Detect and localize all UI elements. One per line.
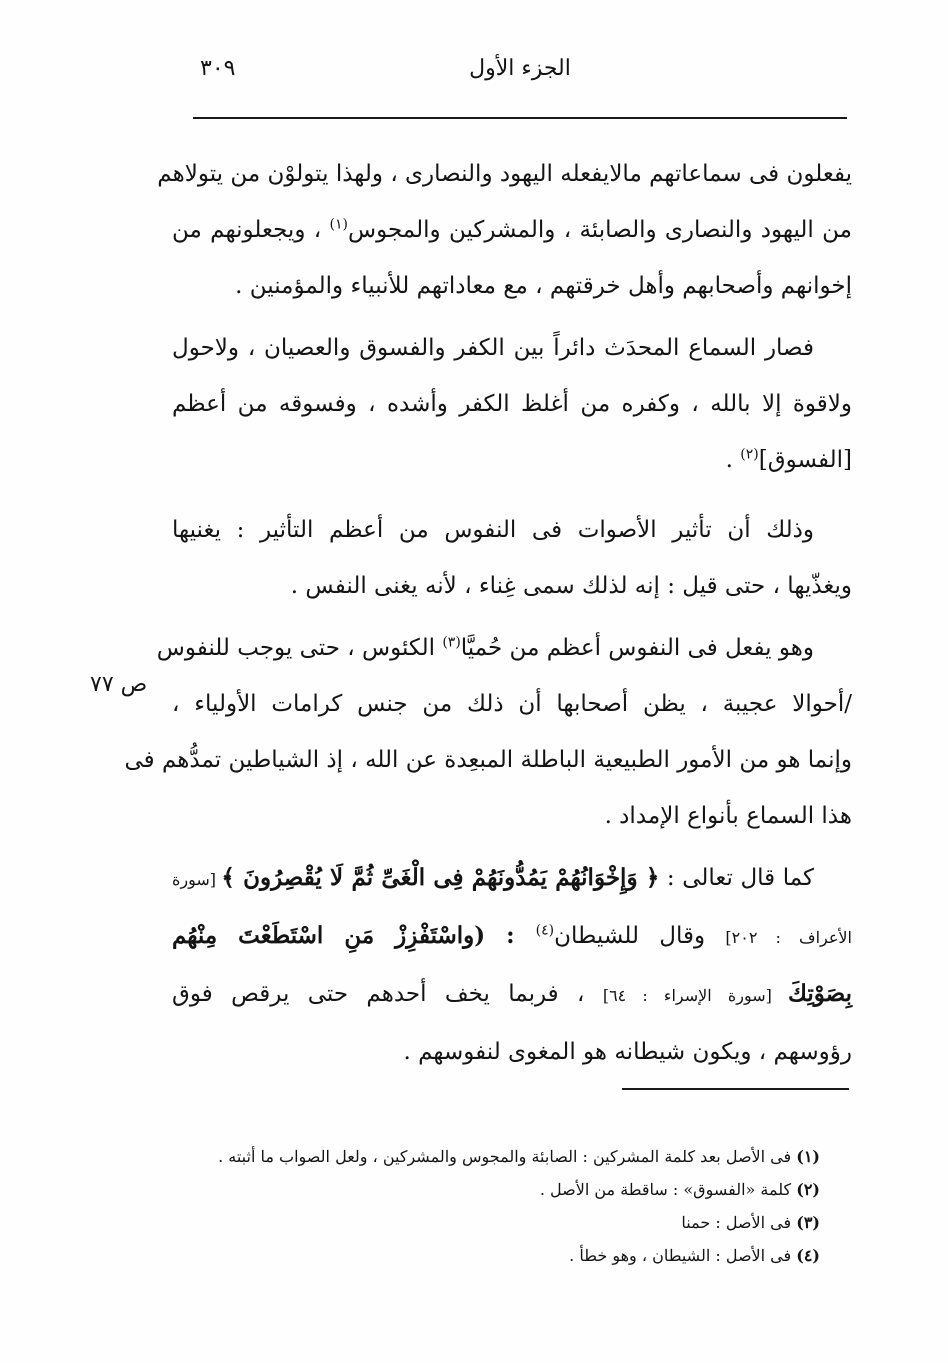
footnote-text: كلمة «الفسوق» : ساقطة من الأصل .	[539, 1180, 797, 1199]
verse-reference: [سورة الإسراء : ٦٤]	[602, 986, 788, 1005]
text-line: رؤوسهم ، ويكون شيطانه هو المغوى لنفوسهم .	[403, 1039, 852, 1065]
text-span: من اليهود والنصارى والصابئة ، والمشركين والمجوس	[348, 217, 852, 243]
text-span: .	[725, 447, 741, 473]
footnote-2	[200, 1173, 820, 1206]
footnote-text: فى الأصل بعد كلمة المشركين : الصابئة والمجوس والمشركين ، ولعل الصواب ما أثبته .	[218, 1147, 797, 1166]
text-line: هذا السماع بأنواع الإمداد .	[604, 803, 852, 829]
footnote-text: فى الأصل : الشيطان ، وهو خطأ .	[569, 1246, 797, 1265]
footnote-3	[200, 1206, 820, 1239]
text-line	[156, 620, 852, 676]
text-span: [الفسوق]	[758, 447, 852, 473]
text-span: الكئوس ، حتى يوجب للنفوس	[156, 635, 443, 661]
page-header-title: الجزء الأول	[469, 56, 571, 81]
text-span: وقال للشيطان	[554, 923, 726, 949]
text-line	[172, 966, 852, 1024]
footnote-1	[200, 1140, 820, 1173]
text-line	[172, 908, 852, 966]
text-line: ويغذّيها ، حتى قيل : إنه لذلك سمى غِناء ، لأنه يغنى النفس .	[290, 573, 852, 599]
verse-reference: [سورة	[172, 870, 222, 889]
footnote-number: (١)	[796, 1147, 820, 1166]
footnote-number: (٢)	[796, 1180, 820, 1199]
text-line	[172, 432, 852, 488]
text-line: وذلك أن تأثير الأصوات فى النفوس من أعظم التأثير : يغنيها	[172, 517, 814, 543]
text-line: فصار السماع المحدَث دائراً بين الكفر والفسوق والعصيان ، ولاحول	[172, 335, 814, 361]
paragraph-3	[172, 502, 852, 614]
body-text	[124, 146, 853, 1080]
text-span: وهو يفعل فى النفوس أعظم من حُميَّا	[460, 635, 814, 661]
text-span: ، فربما يخف أحدهم حتى يرقص فوق	[172, 981, 603, 1007]
footnotes	[200, 1140, 820, 1272]
footnote-4	[200, 1239, 820, 1272]
text-line: ولاقوة إلا بالله ، وكفره من أغلظ الكفر وأشده ، وفسوقه من أعظم	[172, 391, 852, 417]
paragraph-1	[157, 146, 852, 314]
running-head	[190, 52, 850, 92]
verse-reference: الأعراف : ٢٠٢]	[725, 928, 852, 947]
text-line: وإنما هو من الأمور الطبيعية الباطلة المبعِدة عن الله ، إذ الشياطين تمدُّهم فى	[124, 747, 852, 773]
margin-page-reference: ص ٧٧	[90, 672, 148, 697]
text-span: كما قال تعالى :	[659, 865, 814, 891]
footnote-number: (٤)	[796, 1246, 820, 1265]
footnote-ref-2: (٢)	[740, 446, 759, 463]
footnote-ref-1: (١)	[329, 216, 348, 233]
text-line: /أحوالا عجيبة ، يظن أصحابها أن ذلك من جنس كرامات الأولياء ،	[172, 691, 852, 717]
text-span: ، ويجعلونهم من	[172, 217, 330, 243]
footnote-divider	[622, 1088, 849, 1090]
paragraph-2	[172, 320, 852, 488]
footnote-ref-4: (٤)	[535, 922, 555, 939]
text-line	[172, 202, 852, 258]
text-line: يفعلون فى سماعاتهم مالايفعله اليهود والنصارى ، ولهذا يتولوْن من يتولاهم	[157, 161, 852, 187]
paragraph-4	[124, 620, 852, 844]
quran-verse: بِصَوْتِكَ	[788, 980, 853, 1007]
quran-verse: : (واسْتَفْزِزْ مَنِ اسْتَطَعْتَ مِنْهُم	[172, 922, 536, 949]
footnote-ref-3: (٣)	[442, 634, 461, 651]
header-divider	[193, 117, 847, 119]
footnote-number: (٣)	[796, 1213, 820, 1232]
page-number: ٣٠٩	[200, 56, 236, 81]
footnote-text: فى الأصل : حمنا	[681, 1213, 797, 1232]
paragraph-5	[172, 850, 852, 1080]
text-line: إخوانهم وأصحابهم وأهل خرقتهم ، مع معاداتهم للأنبياء والمؤمنين .	[235, 273, 852, 299]
text-line	[172, 850, 852, 908]
quran-verse: ﴿ وَإِخْوَانُهُمْ يَمُدُّونَهُمْ فِى الْغَىِّ ثُمَّ لَا يُقْصِرُونَ ﴾	[221, 864, 660, 891]
